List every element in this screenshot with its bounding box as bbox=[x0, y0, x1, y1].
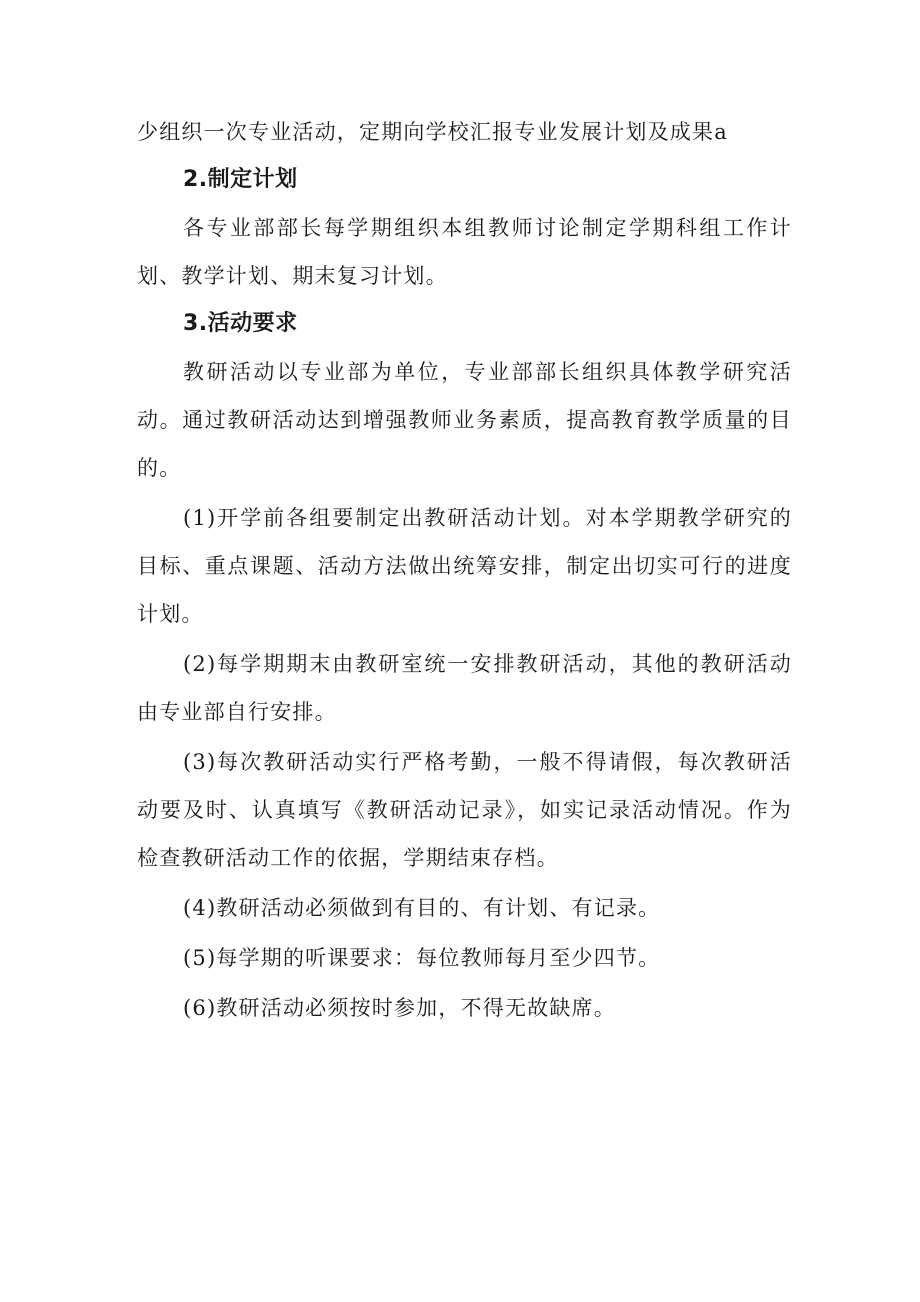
section-2-heading: 2.制定计划 bbox=[183, 167, 298, 192]
section-3-heading: 3.活动要求 bbox=[183, 311, 298, 336]
requirement-item-6: (6)教研活动必须按时参加，不得无故缺席。 bbox=[183, 996, 616, 1020]
requirement-item-1: (1)开学前各组要制定出教研活动计划。对本学期教学研究的目标、重点课题、活动方法做出统筹安排，制定出切实可行的进度计划。 bbox=[137, 506, 792, 626]
section-3-paragraph: 教研活动以专业部为单位，专业部部长组织具体教学研究活动。通过教研活动达到增强教师业务素质，提高教育教学质量的目的。 bbox=[137, 360, 792, 480]
document-body bbox=[137, 108, 792, 1032]
requirement-item-5: (5)每学期的听课要求：每位教师每月至少四节。 bbox=[183, 946, 661, 970]
requirement-item-4: (4)教研活动必须做到有目的、有计划、有记录。 bbox=[183, 896, 661, 920]
section-2-paragraph: 各专业部部长每学期组织本组教师讨论制定学期科组工作计划、教学计划、期末复习计划。 bbox=[137, 216, 792, 288]
requirement-item-2: (2)每学期期末由教研室统一安排教研活动，其他的教研活动由专业部自行安排。 bbox=[137, 652, 792, 724]
requirement-item-3: (3)每次教研活动实行严格考勤，一般不得请假，每次教研活动要及时、认真填写《教研活动记录》，如实记录活动情况。作为检查教研活动工作的依据，学期结束存档。 bbox=[137, 750, 792, 870]
intro-paragraph-tail: 少组织一次专业活动，定期向学校汇报专业发展计划及成果a bbox=[137, 120, 728, 144]
